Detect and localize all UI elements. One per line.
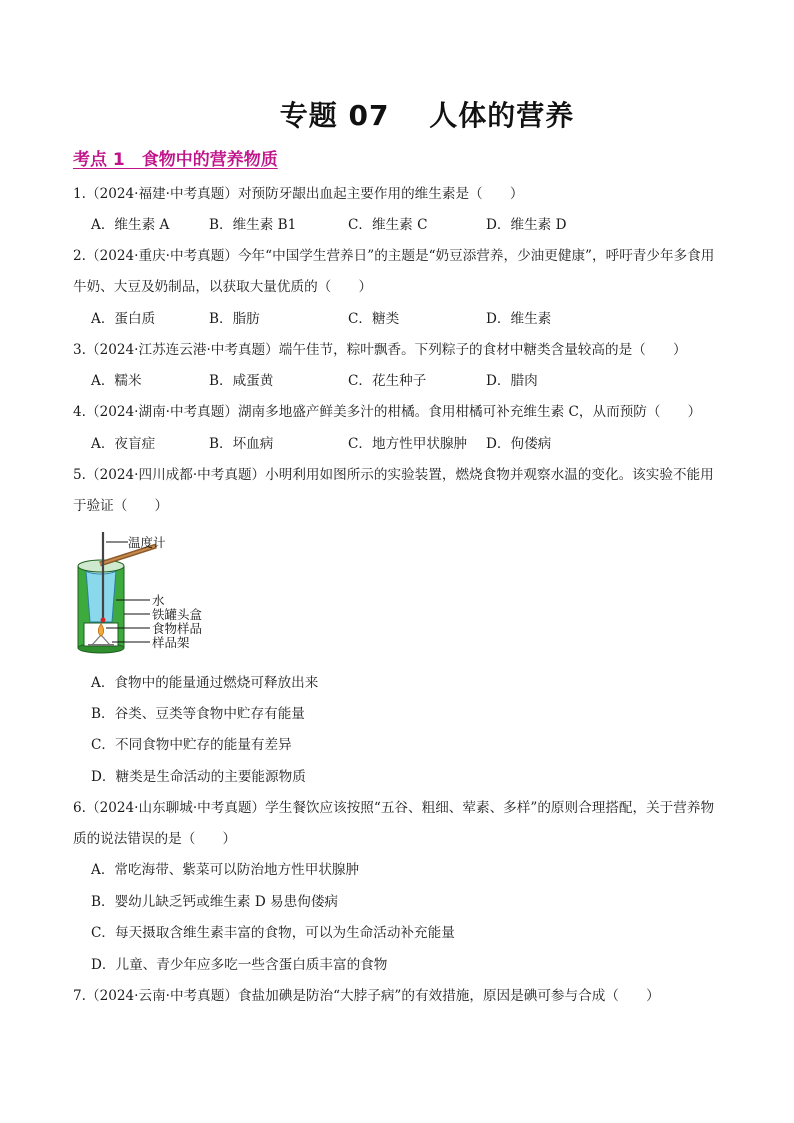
section-heading: 考点 1 食物中的营养物质 [73, 150, 278, 170]
question-3-options [0, 371, 794, 391]
option-a: A．糯米 [91, 373, 142, 389]
option-d: D．维生素 [486, 311, 552, 327]
option-b: B．咸蛋黄 [209, 373, 274, 389]
experiment-apparatus-figure [70, 528, 230, 656]
label-tin-can: 铁罐头盒 [152, 607, 203, 622]
option-c: C．维生素 C [348, 217, 428, 233]
option-d: D．腊肉 [486, 373, 538, 389]
question-7-text: 7.（2024·云南·中考真题）食盐加碘是防治“大脖子病”的有效措施，原因是碘可参与合成（ ） [73, 988, 660, 1004]
question-5-option-d: D．糖类是生命活动的主要能源物质 [91, 769, 306, 785]
option-d: D．佝偻病 [486, 436, 552, 452]
option-a: A．夜盲症 [91, 436, 156, 452]
label-thermometer: 温度计 [128, 535, 166, 550]
question-2-text-cont: 牛奶、大豆及奶制品，以获取大量优质的（ ） [73, 279, 373, 295]
option-a: A．维生素 A [91, 217, 170, 233]
question-2-options [0, 309, 794, 329]
question-4-options [0, 434, 794, 454]
question-6-text-cont: 质的说法错误的是（ ） [73, 831, 237, 847]
option-c: C．糖类 [348, 311, 400, 327]
question-6-option-c: C．每天摄取含维生素丰富的食物，可以为生命活动补充能量 [91, 925, 455, 941]
option-b: B．维生素 B1 [209, 217, 297, 233]
question-1-options [0, 215, 794, 235]
question-6-option-d: D．儿童、青少年应多吃一些含蛋白质丰富的食物 [91, 957, 388, 973]
question-6-option-a: A．常吃海带、紫菜可以防治地方性甲状腺肿 [91, 862, 360, 878]
label-water: 水 [152, 593, 165, 608]
option-b: B．坏血病 [209, 436, 274, 452]
question-3-text: 3.（2024·江苏连云港·中考真题）端午佳节，粽叶飘香。下列粽子的食材中糖类含量较高的是（ ） [73, 342, 687, 358]
question-5-option-b: B．谷类、豆类等食物中贮存有能量 [91, 706, 305, 722]
option-a: A．蛋白质 [91, 311, 156, 327]
question-5-option-a: A．食物中的能量通过燃烧可释放出来 [91, 675, 319, 691]
question-6-option-b: B．婴幼儿缺乏钙或维生素 D 易患佝偻病 [91, 894, 339, 910]
question-4-text: 4.（2024·湖南·中考真题）湖南多地盛产鲜美多汁的柑橘。食用柑橘可补充维生素 C，从而预防（ ） [73, 404, 702, 420]
label-sample-stand: 样品架 [152, 635, 190, 650]
question-5-text: 5.（2024·四川成都·中考真题）小明利用如图所示的实验装置，燃烧食物并观察水温的变化。该实验不能用 [73, 467, 714, 483]
question-2-text: 2.（2024·重庆·中考真题）今年“中国学生营养日”的主题是“奶豆添营养，少油更健康”，呼吁青少年多食用 [73, 248, 715, 264]
option-b: B．脂肪 [209, 311, 260, 327]
page-title: 专题 07 人体的营养 [279, 99, 575, 132]
apparatus-diagram [70, 528, 230, 656]
question-5-text-cont: 于验证（ ） [73, 498, 169, 514]
question-5-option-c: C．不同食物中贮存的能量有差异 [91, 737, 292, 753]
question-6-text: 6.（2024·山东聊城·中考真题）学生餐饮应该按照“五谷、粗细、荤素、多样”的原则合理搭配，关于营养物 [73, 800, 715, 816]
option-c: C．地方性甲状腺肿 [348, 436, 468, 452]
option-c: C．花生种子 [348, 373, 427, 389]
question-1-text: 1.（2024·福建·中考真题）对预防牙龈出血起主要作用的维生素是（ ） [73, 186, 524, 202]
option-d: D．维生素 D [486, 217, 567, 233]
label-food-sample: 食物样品 [152, 621, 203, 636]
